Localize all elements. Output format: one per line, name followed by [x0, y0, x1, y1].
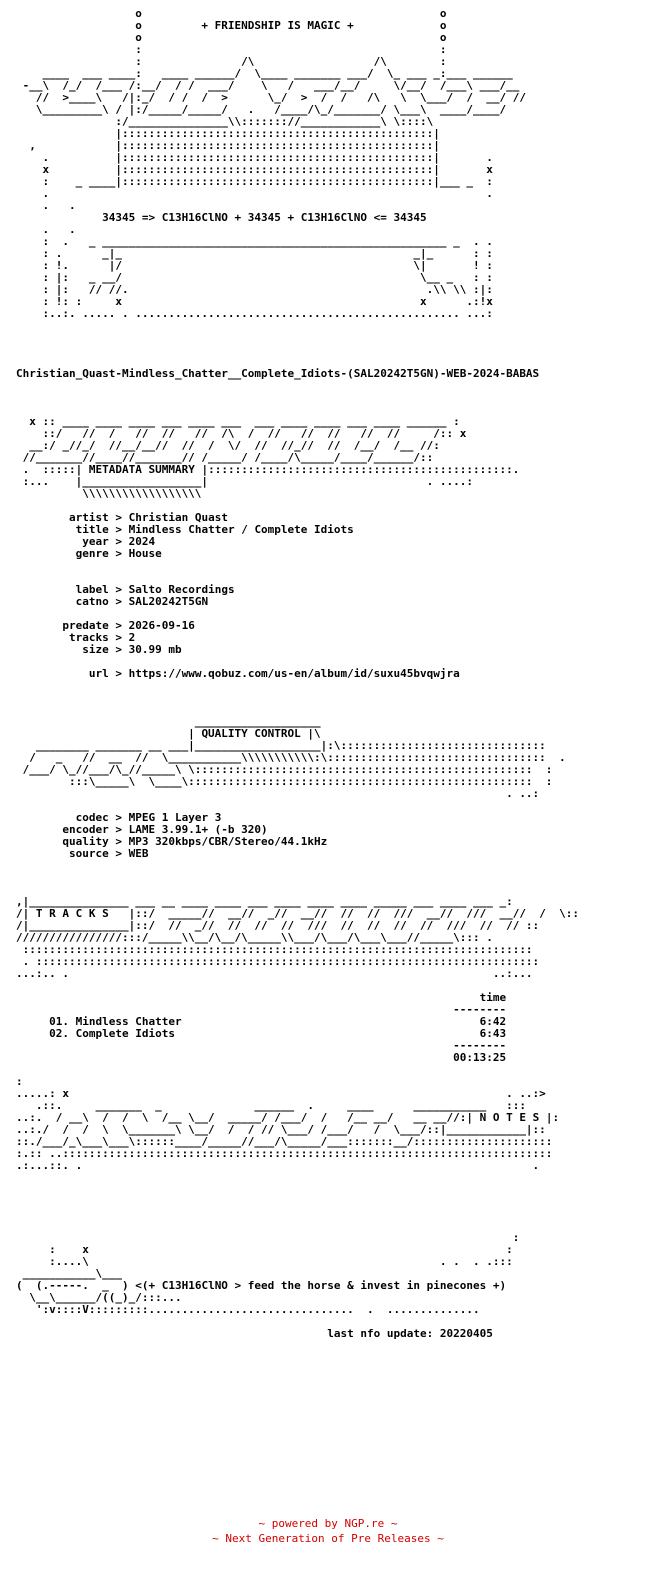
last-update-label: last nfo update:	[327, 1327, 434, 1340]
quality-field-value: MP3 320kbps/CBR/Stereo/44.1kHz	[128, 835, 328, 848]
quality-control-title: QUALITY CONTROL	[201, 727, 301, 740]
metadata-ascii-art-bottom: |::::::::::::::::::::::::::::::::::::::::::::::. :... |__________________| . ....: \\\\\\\\\\\\\\\\\\	[22, 463, 520, 500]
metadata-field-value: Mindless Chatter / Complete Idiots	[128, 523, 354, 536]
metadata-field-row: genre > House	[75, 547, 162, 560]
time-column-header: time	[479, 991, 507, 1004]
release-name: Christian_Quast-Mindless_Chatter__Complete_Idiots-(SAL20242T5GN)-WEB-2024-BABAS	[16, 367, 540, 380]
metadata-field-key: url	[88, 667, 109, 680]
metadata-field-value: 30.99 mb	[128, 643, 182, 656]
metadata-field-key: label	[75, 583, 109, 596]
track-list	[16, 1015, 506, 1040]
metadata-ascii-art: x :: ____ ____ ____ ___ ____ ___ ___ ____ ____ ___ ____ ______ : ::/ // / // // // /\ / // // // // // /:: x __:/ _//_/ //__/__// // / \/ // //_// // /__/ /__ //: //_______//____//_______// /_____/ /____/\_____/____/______/:: . :::::|	[22, 415, 467, 476]
tracks-ascii-art: ,|_______________ ___ __ ____ ____ ___ ____ ____ ____ _____ ___ ____ ___ _: /|	[16, 895, 513, 920]
quality-fields	[16, 811, 327, 860]
track-number: 01.	[49, 1015, 69, 1028]
metadata-field-key: title	[75, 523, 109, 536]
metadata-field-value: Christian Quast	[128, 511, 228, 524]
quality-field-value: MPEG 1 Layer 3	[128, 811, 222, 824]
notes-ascii-art-bottom: |: ..:./ / / \ \_______\ \__/ / / // \___/ /___/ / \___/::|____________|:: ::./___/_\___\___\::::::____/_____//___/\_____/___:::::::__/::::::::::::::::::::: :.:: ..:::::::::::::::::::::::::::::::::::::::::::::::::::::::::::::::::::::::::: .:...::. . .	[16, 1111, 560, 1172]
track-number: 02.	[49, 1027, 69, 1040]
track-title: Complete Idiots	[75, 1027, 175, 1040]
metadata-field-row: artist > Christian Quast	[68, 511, 228, 524]
quality-field-key: source	[68, 847, 109, 860]
metadata-field-row: size > 30.99 mb	[82, 643, 182, 656]
tracks-ascii-art-bottom: |::/ _____// __// _// __// // // /// __// /// __// / \:: /|_______________|::/ // _// // // // /// // // // // /// // // :: ////////////////:::/_____\\__/\__/\_____\\___/\___/\___\___//_____\::: . ::::::::::::::::::::::::::::::::::::::::::::::::::::::::::::::::::::::::::::: . :::::::::::::::::::::::::::::::::::::::::::::::::::::::::::::::::::::::::::: ...:.. . ..:...	[16, 907, 579, 980]
quality-ascii-art: ___________________ |	[188, 715, 321, 740]
quality-field-row: codec > MPEG 1 Layer 3	[75, 811, 222, 824]
track-time: 6:42	[479, 1015, 507, 1028]
last-update-value: 20220405	[439, 1327, 493, 1340]
quality-field-value: LAME 3.99.1+ (-b 320)	[128, 823, 268, 836]
metadata-field-key: catno	[75, 595, 109, 608]
header-ascii-art-bottom: . . : . _ ____________________________________________________ _ . . : . _|_ _|_ : : : !. |/ \| ! : : |: _ __/ \__ _ : : : |: // //. .\\ \\ :|: : !: : x x .:!x :..:. ..... . ................................................. ...:	[42, 223, 493, 320]
track-title: Mindless Chatter	[75, 1015, 182, 1028]
metadata-field-row: label > Salto Recordings	[75, 583, 235, 596]
metadata-field-key: tracks	[68, 631, 109, 644]
time-rule-bottom: --------	[453, 1039, 507, 1052]
metadata-field-value: 2026-09-16	[128, 619, 195, 632]
metadata-field-row: catno > SAL20242T5GN	[75, 595, 209, 608]
metadata-field-row: tracks > 2	[68, 631, 136, 644]
metadata-field-value[interactable]: https://www.qobuz.com/us-en/album/id/suxu45bvqwjra	[128, 667, 460, 680]
notes-ascii-art: : .....: x . ..:> .::. _______ _ ______ . ____ ___________ ::: ..:. / __\ / / \ /__ \__/ _____/ /___/ / /__ __/ __ __//:|	[16, 1075, 546, 1124]
track-row	[16, 1027, 506, 1040]
time-rule: --------	[453, 1003, 507, 1016]
metadata-field-key: genre	[75, 547, 109, 560]
header-ascii-art: o o o + FRIENDSHIP IS MAGIC + o o o : : : /\ /\ : ____ ___ ____: ____ ______/ \____ _______ ___/ \_ ___ _:___ ______ -__\ /_/ /___ /:__/ / / ___/ \ / ___/__/ \/__/ /___\ ___/__ // >____\ /|:_/ / / / > \_/ > / / /\ \ \___/ / __/ // \_________\ / |:/_____/_____/ . /____/\_/_______/ \___\ ____/____/ :/_______________\\::::::://____________\ \::::\ |:::::::::::::::::::::::::::::::::::::::::::::::| , |:::::::::::::::::::::::::::::::::::::::::::::::| . |:::::::::::::::::::::::::::::::::::::::::::::::| . x |:::::::::::::::::::::::::::::::::::::::::::::::| x : _ ____|:::::::::::::::::::::::::::::::::::::::::::::::|___ _ : . . . .	[22, 7, 526, 212]
quality-field-key: codec	[75, 811, 109, 824]
closing-slogan: <(+ C13H16ClNO > feed the horse & invest in pinecones +)	[135, 1279, 507, 1292]
footer-tagline: ~ Next Generation of Pre Releases ~	[212, 1532, 444, 1545]
quality-field-row: quality > MP3 320kbps/CBR/Stereo/44.1kHz	[62, 835, 328, 848]
metadata-field-value: SAL20242T5GN	[128, 595, 209, 608]
quality-field-key: encoder	[62, 823, 109, 836]
metadata-field-row: year > 2024	[82, 535, 156, 548]
metadata-summary-title: METADATA SUMMARY	[88, 463, 195, 476]
page-footer	[0, 1516, 656, 1546]
metadata-field-key: size	[82, 643, 109, 656]
metadata-field-value: 2024	[128, 535, 156, 548]
quality-ascii-art-bottom: |\ ________ _______ __ ___|___________________|:\::::::::::::::::::::::::::::::: / _ // __ // \___________\\\\\\\\\\\:\::::::::::::::::::::::::::::::::: . /___/ \_//___/\_//_____\ \::::::::::::::::::::::::::::::::::::::::::::::::::: : :::\_____\ \____\:::::::::::::::::::::::::::::::::::::::::::::::::::: : . ..:	[22, 727, 566, 800]
notes-title: N O T E S	[479, 1111, 540, 1124]
quality-field-value: WEB	[128, 847, 149, 860]
quality-field-row: source > WEB	[68, 847, 149, 860]
metadata-field-row: url > https://www.qobuz.com/us-en/album/id/suxu45bvqwjra	[88, 667, 460, 680]
tracks-title: T R A C K S	[35, 907, 109, 920]
powered-by-link[interactable]: ~ powered by NGP.re ~	[258, 1517, 398, 1530]
track-time: 6:43	[479, 1027, 507, 1040]
total-time: 00:13:25	[453, 1051, 507, 1064]
metadata-field-key: predate	[62, 619, 109, 632]
metadata-field-value: 2	[128, 631, 136, 644]
closing-ascii-art-bottom: \__\______/((_)_/:::... ':v::::V:::::::::............................... . ..............	[29, 1291, 480, 1316]
metadata-field-row: title > Mindless Chatter / Complete Idiots	[75, 523, 354, 536]
nfo-document	[16, 8, 579, 1340]
metadata-field-key: year	[82, 535, 109, 548]
closing-ascii-art: : : x : :....\ . . . .::: ___________\___ ( (.-----. _ )	[16, 1231, 520, 1292]
quality-field-row: encoder > LAME 3.99.1+ (-b 320)	[62, 823, 268, 836]
metadata-field-key: artist	[68, 511, 109, 524]
metadata-field-value: House	[128, 547, 162, 560]
formula-line: 34345 => C13H16ClNO + 34345 + C13H16ClNO <= 34345	[102, 211, 427, 224]
metadata-fields	[16, 511, 460, 680]
metadata-field-row: predate > 2026-09-16	[62, 619, 195, 632]
quality-field-key: quality	[62, 835, 109, 848]
metadata-field-value: Salto Recordings	[128, 583, 235, 596]
